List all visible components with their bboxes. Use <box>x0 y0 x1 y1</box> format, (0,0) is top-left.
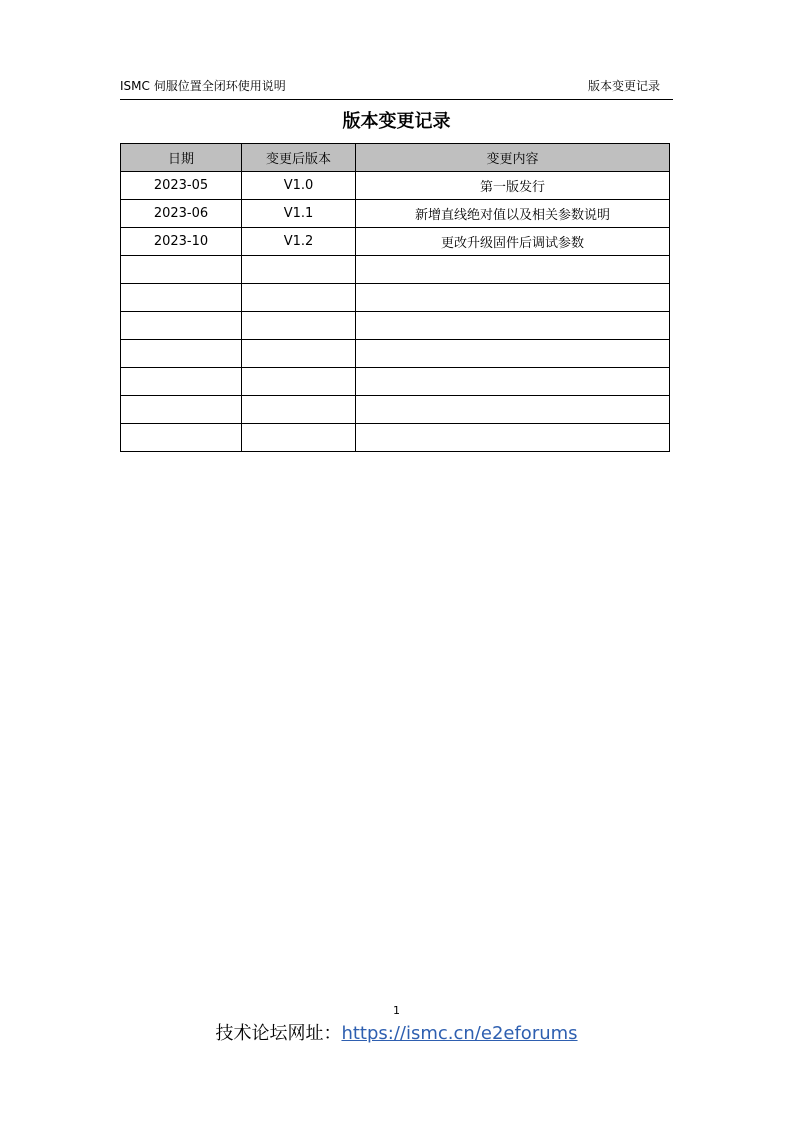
cell-changes <box>356 312 670 340</box>
cell-date: 2023-05 <box>121 172 242 200</box>
cell-date <box>121 424 242 452</box>
cell-version <box>242 256 356 284</box>
cell-date <box>121 396 242 424</box>
cell-version <box>242 284 356 312</box>
cell-date <box>121 368 242 396</box>
cell-changes <box>356 396 670 424</box>
table-row <box>121 340 670 368</box>
cell-date <box>121 340 242 368</box>
cell-version <box>242 340 356 368</box>
cell-changes <box>356 284 670 312</box>
page-number: 1 <box>393 1004 400 1017</box>
column-header-changes: 变更内容 <box>356 144 670 172</box>
cell-changes <box>356 256 670 284</box>
column-header-version: 变更后版本 <box>242 144 356 172</box>
cell-version: V1.0 <box>242 172 356 200</box>
cell-version <box>242 368 356 396</box>
cell-version <box>242 424 356 452</box>
page-title: 版本变更记录 <box>342 111 451 132</box>
table-row <box>121 312 670 340</box>
version-history-table <box>120 143 670 452</box>
cell-changes: 更改升级固件后调试参数 <box>356 228 670 256</box>
cell-version: V1.1 <box>242 200 356 228</box>
forum-link[interactable]: https://ismc.cn/e2eforums <box>341 1023 578 1044</box>
table-header-row <box>121 144 670 172</box>
table-row <box>121 228 670 256</box>
table-row <box>121 424 670 452</box>
cell-changes <box>356 424 670 452</box>
table-row <box>121 396 670 424</box>
cell-date: 2023-06 <box>121 200 242 228</box>
table-row <box>121 284 670 312</box>
header-divider <box>120 99 673 100</box>
table-row <box>121 256 670 284</box>
cell-date <box>121 284 242 312</box>
cell-version: V1.2 <box>242 228 356 256</box>
cell-version <box>242 312 356 340</box>
cell-date <box>121 312 242 340</box>
cell-date <box>121 256 242 284</box>
footer-forum-line <box>0 1021 793 1047</box>
cell-changes <box>356 340 670 368</box>
cell-date: 2023-10 <box>121 228 242 256</box>
cell-changes <box>356 368 670 396</box>
column-header-date: 日期 <box>121 144 242 172</box>
running-header-title: ISMC 伺服位置全闭环使用说明 <box>120 79 286 93</box>
footer-label: 技术论坛网址： <box>215 1023 342 1044</box>
table-row <box>121 172 670 200</box>
table-row <box>121 200 670 228</box>
table-row <box>121 368 670 396</box>
running-header-section: 版本变更记录 <box>587 79 660 93</box>
cell-version <box>242 396 356 424</box>
cell-changes: 新增直线绝对值以及相关参数说明 <box>356 200 670 228</box>
cell-changes: 第一版发行 <box>356 172 670 200</box>
